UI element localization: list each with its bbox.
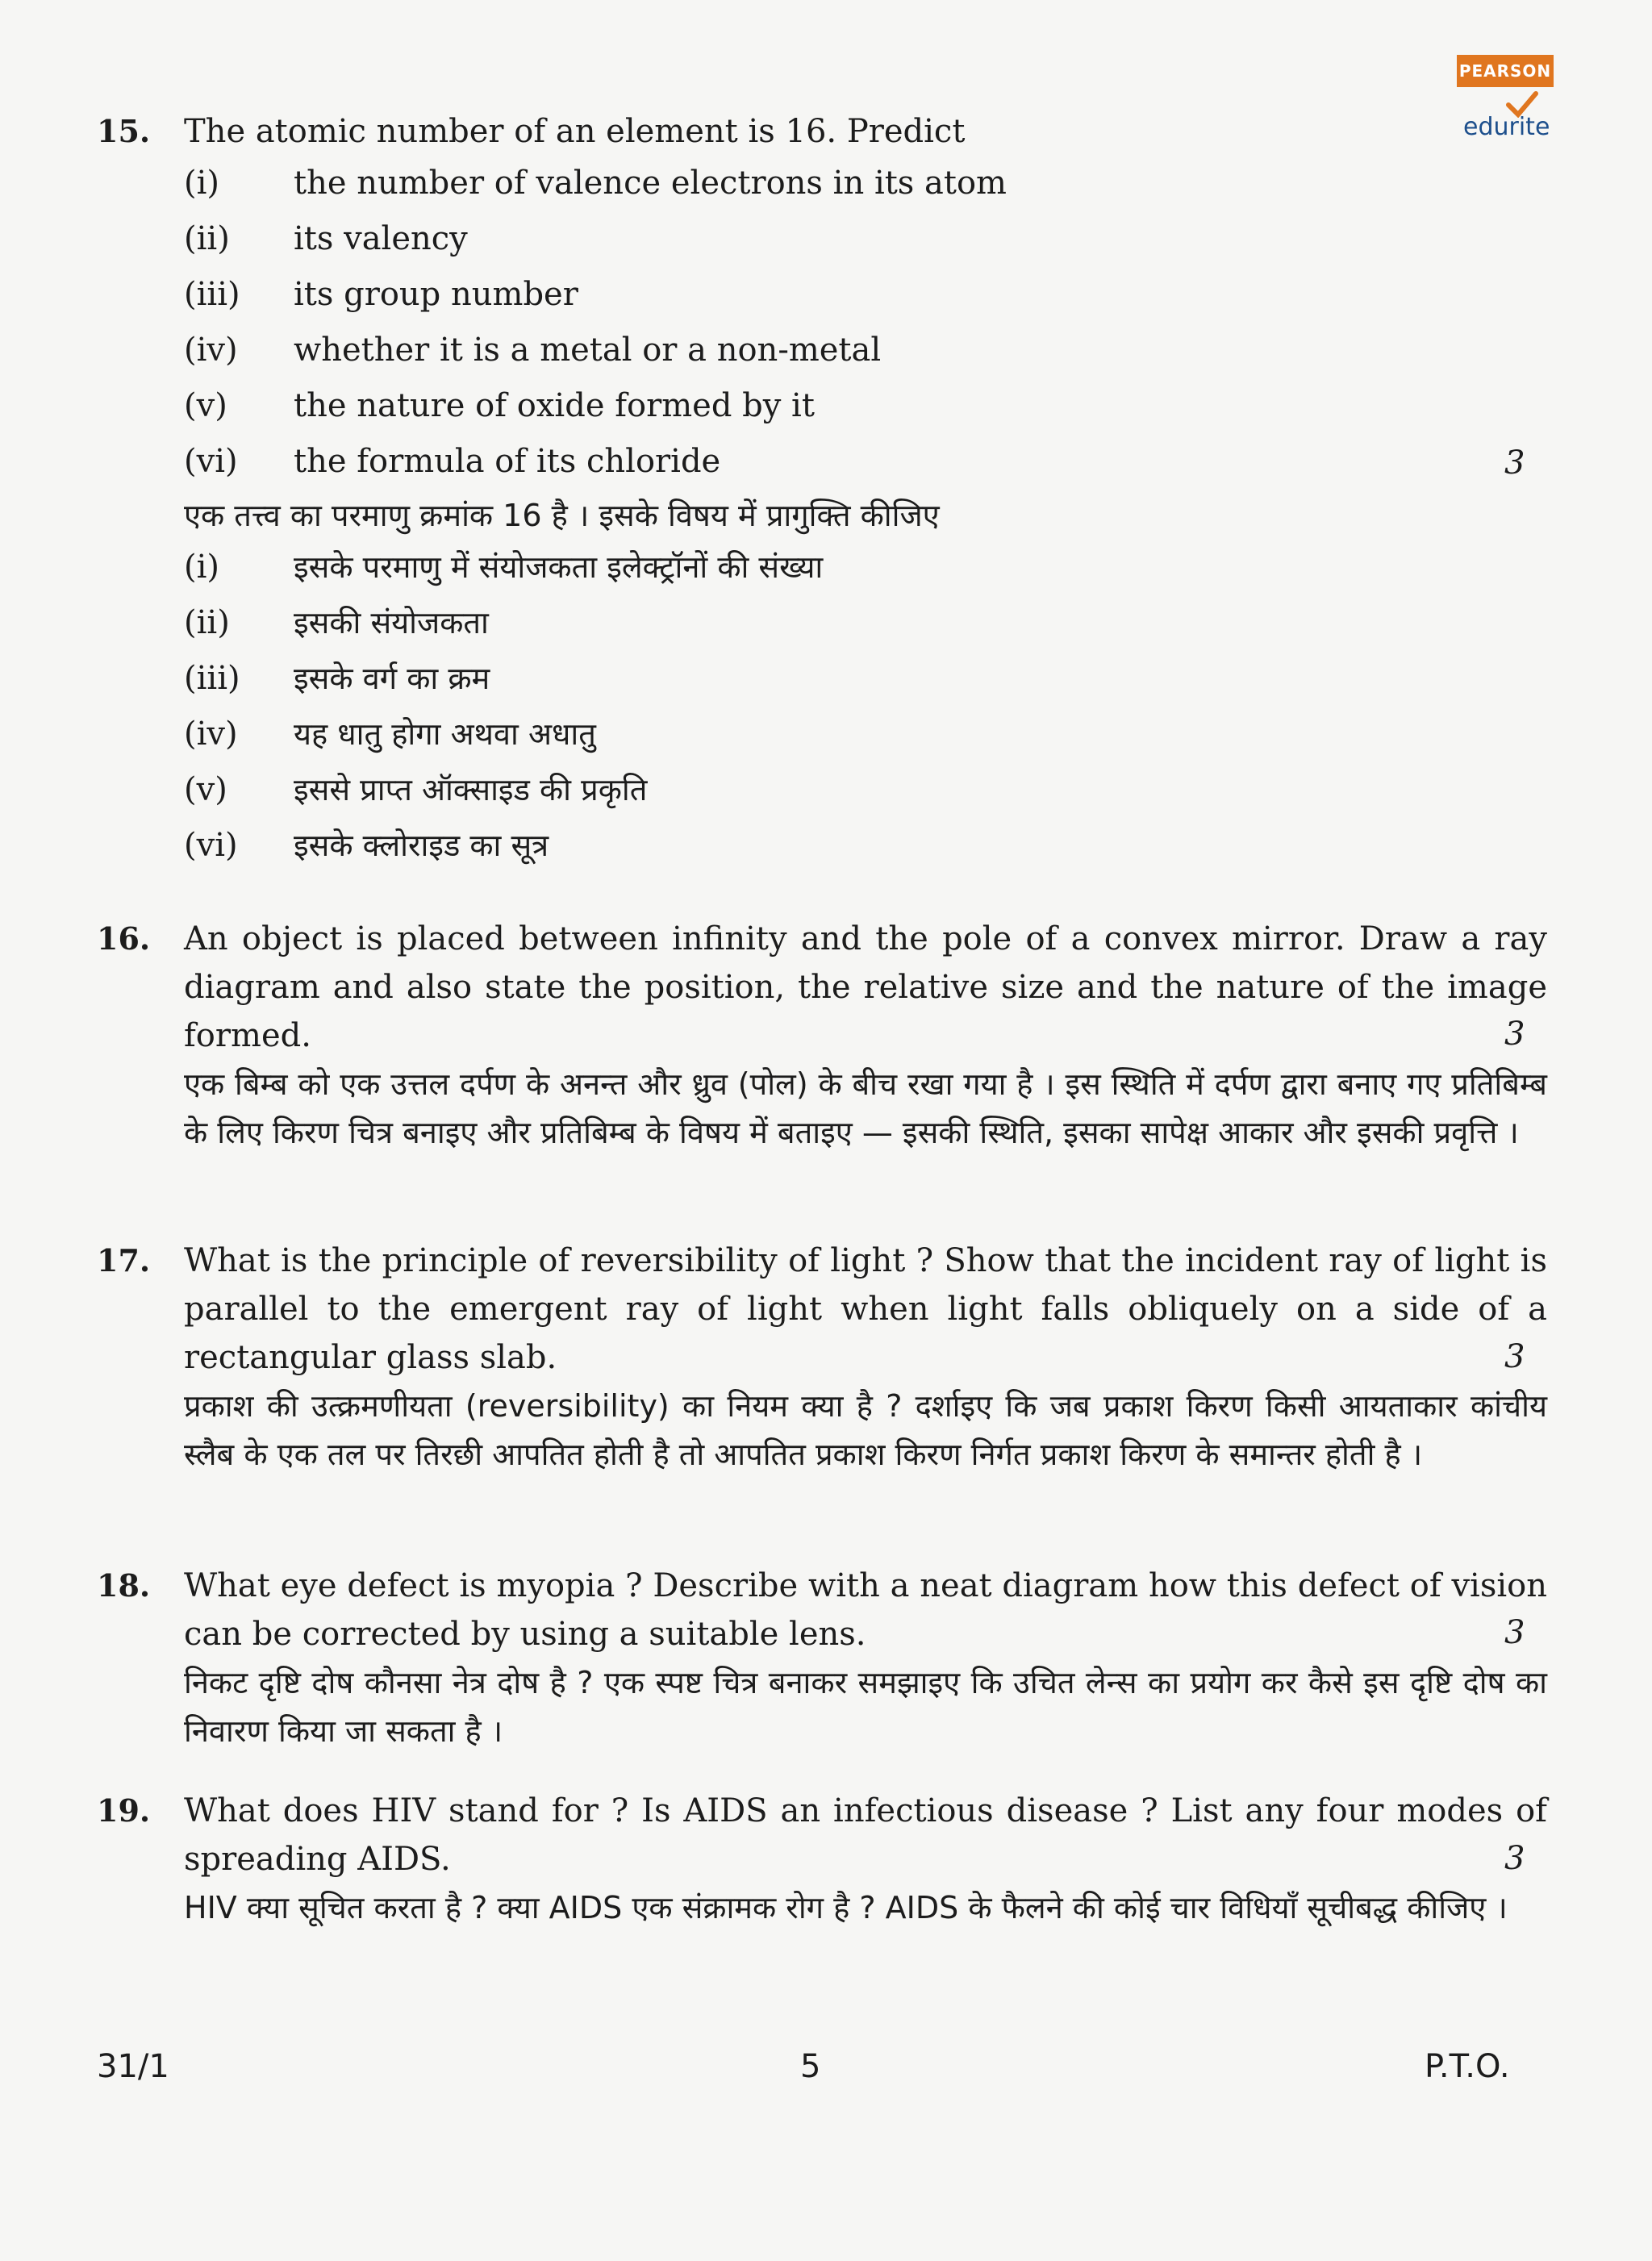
option-item: (iv) whether it is a metal or a non-metal: [184, 332, 882, 369]
pto-label: P.T.O.: [1425, 2048, 1510, 2085]
question-number: 18.: [97, 1567, 151, 1604]
marks-q19: 3: [1504, 1840, 1525, 1877]
question-number: 15.: [97, 113, 151, 149]
option-item: (vi) the formula of its chloride: [184, 443, 721, 480]
option-item-hindi: (iii) इसके वर्ग का क्रम: [184, 660, 490, 697]
option-item-hindi: (ii) इसकी संयोजकता: [184, 604, 489, 641]
option-list-hindi: [184, 540, 1547, 874]
option-list-english: [184, 156, 1547, 490]
marks-q17: 3: [1504, 1338, 1525, 1375]
pearson-badge: PEARSON: [1457, 55, 1554, 87]
option-item: (iii) its group number: [184, 276, 578, 313]
option-item-hindi: (iv) यह धातु होगा अथवा अधातु: [184, 715, 596, 753]
question-text-hindi: एक बिम्ब को एक उत्तल दर्पण के अनन्त और ध्रुव (पोल) के बीच रखा गया है । इस स्थिति में दर्पण द्वारा बनाए गए प्रतिबिम्ब के लिए किरण चित्र बनाइए और प्रतिबिम्ब के विषय में बताइए — इसकी स्थिति, इसका सापेक्ष आकार और इसकी प्रवृत्ति ।: [184, 1066, 1548, 1150]
question-number: 17.: [97, 1242, 151, 1279]
marks-q15: 3: [1504, 444, 1525, 482]
question-text: What eye defect is myopia ? Describe with a neat diagram how this defect of vision can be corrected by using a suitable lens.: [184, 1567, 1547, 1653]
paper-code: 31/1: [97, 2048, 169, 2085]
marks-q18: 3: [1504, 1614, 1525, 1651]
question-text-hindi: HIV क्या सूचित करता है ? क्या AIDS एक संक्रामक रोग है ? AIDS के फैलने की कोई चार विधियाँ सूचीबद्ध कीजिए ।: [184, 1890, 1508, 1925]
page-number: 5: [800, 2048, 821, 2085]
question-text: What is the principle of reversibility of light ? Show that the incident ray of light is parallel to the emergent ray of light when light falls obliquely on a side of a rectangular glass slab.: [184, 1242, 1547, 1376]
edurite-wordmark: edurite: [1463, 113, 1550, 141]
option-item-hindi: (vi) इसके क्लोराइड का सूत्र: [184, 827, 549, 864]
question-number: 16.: [97, 920, 151, 957]
question-text: What does HIV stand for ? Is AIDS an infectious disease ? List any four modes of spreading AIDS.: [184, 1792, 1547, 1878]
question-text-hindi: प्रकाश की उत्क्रमणीयता (reversibility) का नियम क्या है ? दर्शाइए कि जब प्रकाश किरण किसी आयताकार कांचीय स्लैब के एक तल पर तिरछी आपतित होती है तो आपतित प्रकाश किरण निर्गत प्रकाश किरण के समान्तर होती है ।: [184, 1388, 1547, 1472]
question-text: An object is placed between infinity and the pole of a convex mirror. Draw a ray diagram and also state the position, the relative size and the nature of the image formed.: [184, 920, 1547, 1054]
question-stem: The atomic number of an element is 16. Predict: [184, 113, 966, 150]
question-text-hindi: निकट दृष्टि दोष कौनसा नेत्र दोष है ? एक स्पष्ट चित्र बनाकर समझाइए कि उचित लेन्स का प्रयोग कर कैसे इस दृष्टि दोष का निवारण किया जा सकता है ।: [184, 1665, 1547, 1749]
option-item: (v) the nature of oxide formed by it: [184, 387, 815, 424]
marks-q16: 3: [1504, 1016, 1525, 1053]
question-stem-hindi: एक तत्त्व का परमाणु क्रमांक 16 है । इसके विषय में प्रागुक्ति कीजिए: [184, 498, 940, 533]
option-item-hindi: (i) इसके परमाणु में संयोजकता इलेक्ट्रॉनों की संख्या: [184, 549, 824, 586]
option-item-hindi: (v) इससे प्राप्त ऑक्साइड की प्रकृति: [184, 771, 648, 808]
option-item: (i) the number of valence electrons in its atom: [184, 165, 1007, 202]
question-number: 19.: [97, 1792, 151, 1829]
option-item: (ii) its valency: [184, 220, 468, 257]
